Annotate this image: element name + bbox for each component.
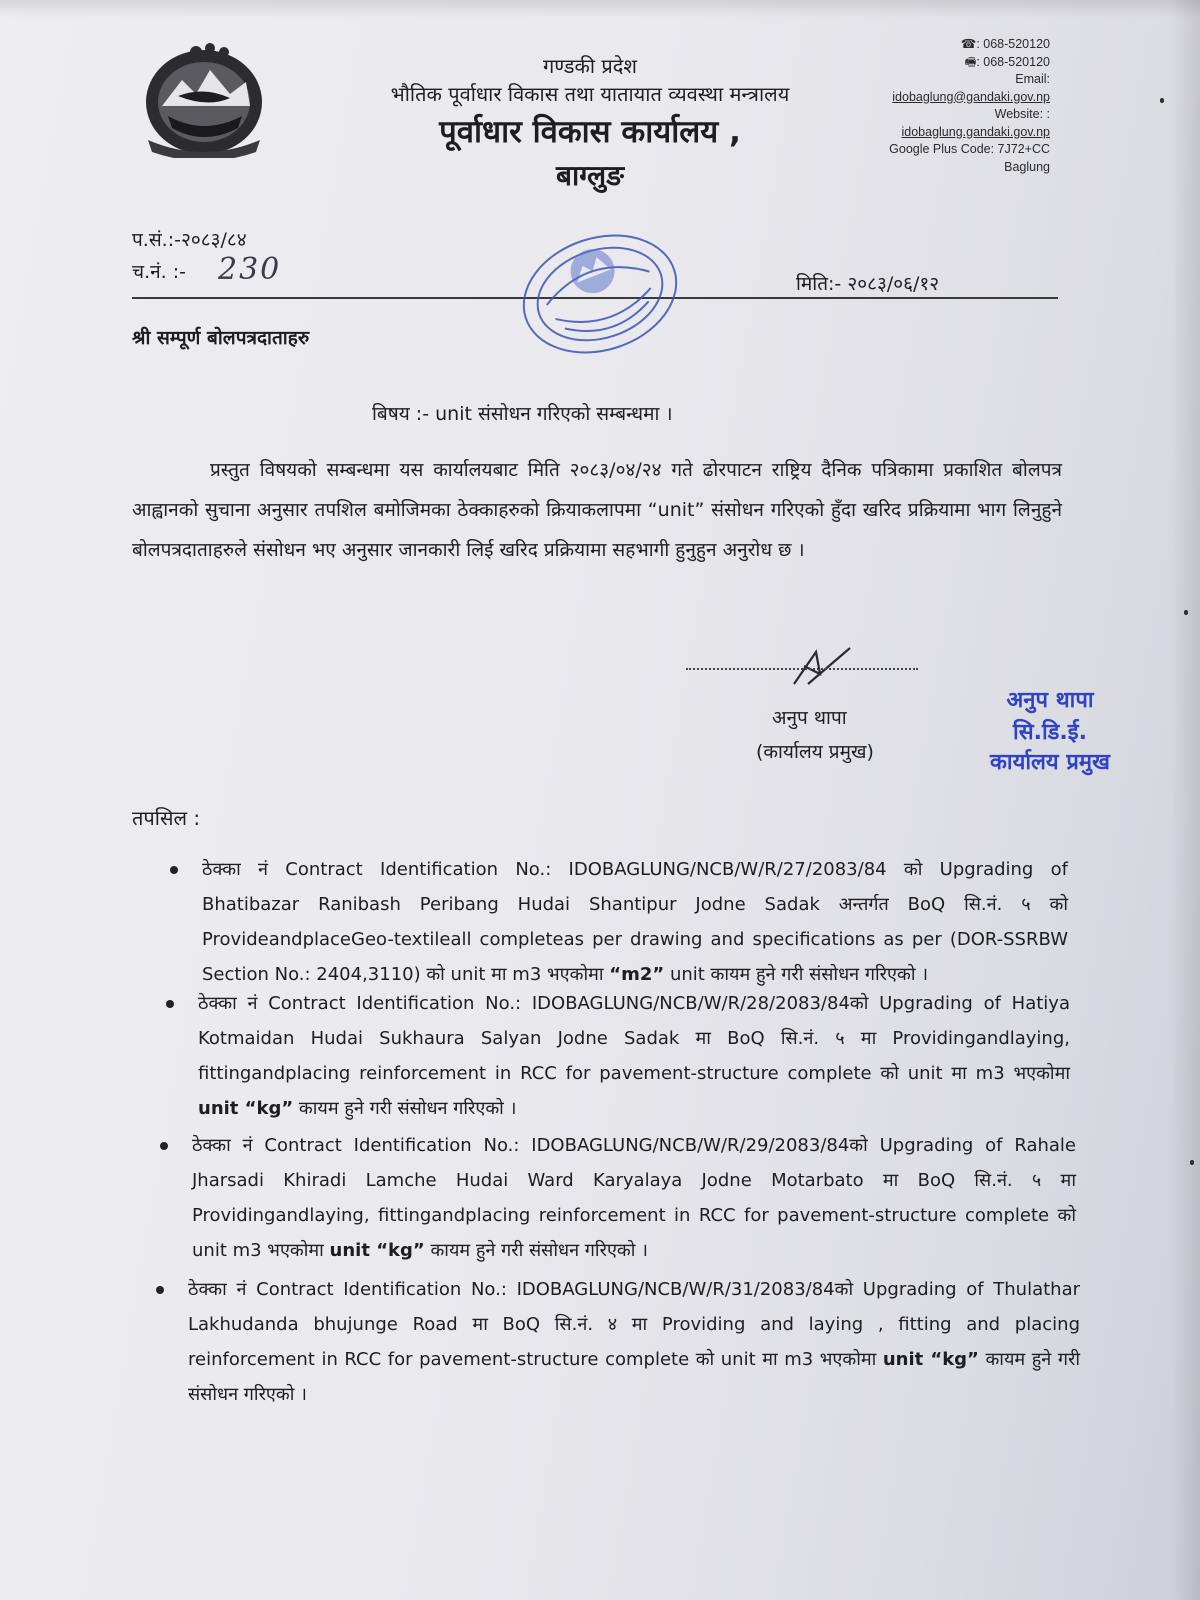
list-item: ठेक्का नं Contract Identification No.: IDOBAGLUNG/NCB/W/R/28/2083/84को Upgrading of Hatiya Kotmaidan Hudai Sukhaura Salyan Jodne Sadak मा BoQ सि.नं. ५ मा Providingandlaying, fittingandplacing reinforcement in RCC for pavement-structure complete को unit मा m3 भएकोमा unit “kg” कायम हुने गरी संसोधन गरिएको । xyxy=(198,993,1070,1119)
office-seal-stamp xyxy=(510,224,690,364)
fax-line xyxy=(889,54,1050,72)
phone-number: : 068-520120 xyxy=(976,37,1050,51)
bullet-icon xyxy=(166,1000,174,1008)
email-address[interactable]: idobaglung@gandaki.gov.np xyxy=(892,89,1050,104)
list-item: ठेक्का नं Contract Identification No.: IDOBAGLUNG/NCB/W/R/27/2083/84 को Upgrading of Bhatibazar Ranibash Peribang Hudai Shantipur Jodne Sadak अन्तर्गत BoQ सि.नं. ५ को ProvideandplaceGeo-textileall completeas per drawing and specifications as per (DOR-SSRBW Section No.: 2404,3110) को unit मा m3 भएकोमा “m2” unit कायम हुने गरी संसोधन गरिएको । xyxy=(202,859,1068,985)
signature-line xyxy=(686,668,918,670)
contact-block xyxy=(889,36,1050,176)
header-province: गण्डकी प्रदेश xyxy=(543,54,637,78)
header-district: बाग्लुङ xyxy=(556,159,624,192)
body-paragraph: प्रस्तुत विषयको सम्बन्धमा यस कार्यालयबाट मिति २०८३/०४/२४ गते ढोरपाटन राष्ट्रिय दैनिक पत्रिकामा प्रकाशित बोलपत्र आह्वानको सुचाना अनुसार तपशिल बमोजिमका ठेक्काहरुको क्रियाकलापमा “unit” संसोधन गरिएको हुँदा खरिद प्रक्रियामा भाग लिनुहुने बोलपत्रदाताहरुले संसोधन भए अनुसार जानकारी लिई खरिद प्रक्रियामा सहभागी हुनुहुन अनुरोध छ । xyxy=(132,459,1062,561)
paper-speck xyxy=(1184,610,1188,615)
signatory-title: (कार्यालय प्रमुख) xyxy=(756,741,874,763)
phone-icon: ☎ xyxy=(960,37,977,51)
reference-number: प.सं.:-२०८३/८४ xyxy=(132,229,247,251)
name-stamp-title: कार्यालय प्रमुख xyxy=(989,750,1111,775)
paper-speck xyxy=(1160,98,1164,103)
header-ministry: भौतिक पूर्वाधार विकास तथा यातायात व्यवस्था मन्त्रालय xyxy=(390,82,790,106)
chalani-number-handwritten: 230 xyxy=(218,252,282,287)
nepal-emblem-logo xyxy=(138,36,268,158)
bullet-icon xyxy=(160,1142,168,1150)
phone-line xyxy=(889,36,1050,54)
chalani-label: च.नं. :- xyxy=(132,261,186,283)
city: Baglung xyxy=(1004,159,1050,174)
bullet-icon xyxy=(170,866,178,874)
paper-shadow-top xyxy=(0,0,1200,18)
subject-line: बिषय :- unit संसोधन गरिएको सम्बन्धमा । xyxy=(372,403,673,425)
website-address[interactable]: idobaglung.gandaki.gov.np xyxy=(901,124,1050,139)
name-stamp-designation: सि.डि.ई. xyxy=(1013,720,1087,745)
bullet-icon xyxy=(156,1286,164,1294)
signatory-name: अनुप थापा xyxy=(772,707,847,729)
website-label: Website: : xyxy=(994,107,1050,121)
tapsil-heading: तपसिल : xyxy=(132,806,201,830)
name-stamp-name: अनुप थापा xyxy=(1006,688,1094,713)
list-item: ठेक्का नं Contract Identification No.: IDOBAGLUNG/NCB/W/R/31/2083/84को Upgrading of Thulathar Lakhudanda bhujunge Road मा BoQ सि.नं. ४ मा Providing and laying , fitting and placing reinforcement in RCC for pavement-structure complete को unit मा m3 भएकोमा unit “kg” कायम हुने गरी संसोधन गरिएको । xyxy=(188,1279,1081,1405)
addressee: श्री सम्पूर्ण बोलपत्रदाताहरु xyxy=(132,327,310,349)
paper-shadow-right xyxy=(1170,0,1200,1600)
header-office: पूर्वाधार विकास कार्यालय , xyxy=(439,114,741,150)
fax-icon: 🖷 xyxy=(964,54,977,69)
list-item: ठेक्का नं Contract Identification No.: IDOBAGLUNG/NCB/W/R/29/2083/84को Upgrading of Rahale Jharsadi Khiradi Lamche Hudai Ward Karyalaya Jodne Motarbato मा BoQ सि.नं. ५ मा Providingandlaying, fittingandplacing reinforcement in RCC for pavement-structure complete को unit m3 भएकोमा unit “kg” कायम हुने गरी संसोधन गरिएको । xyxy=(192,1135,1076,1261)
letter-date: मिति:- २०८३/०६/१२ xyxy=(796,273,940,295)
fax-number: : 068-520120 xyxy=(976,54,1050,69)
paper-speck xyxy=(1190,1160,1194,1165)
plus-code: Google Plus Code: 7J72+CC xyxy=(889,142,1050,156)
email-label: Email: xyxy=(1015,72,1050,86)
